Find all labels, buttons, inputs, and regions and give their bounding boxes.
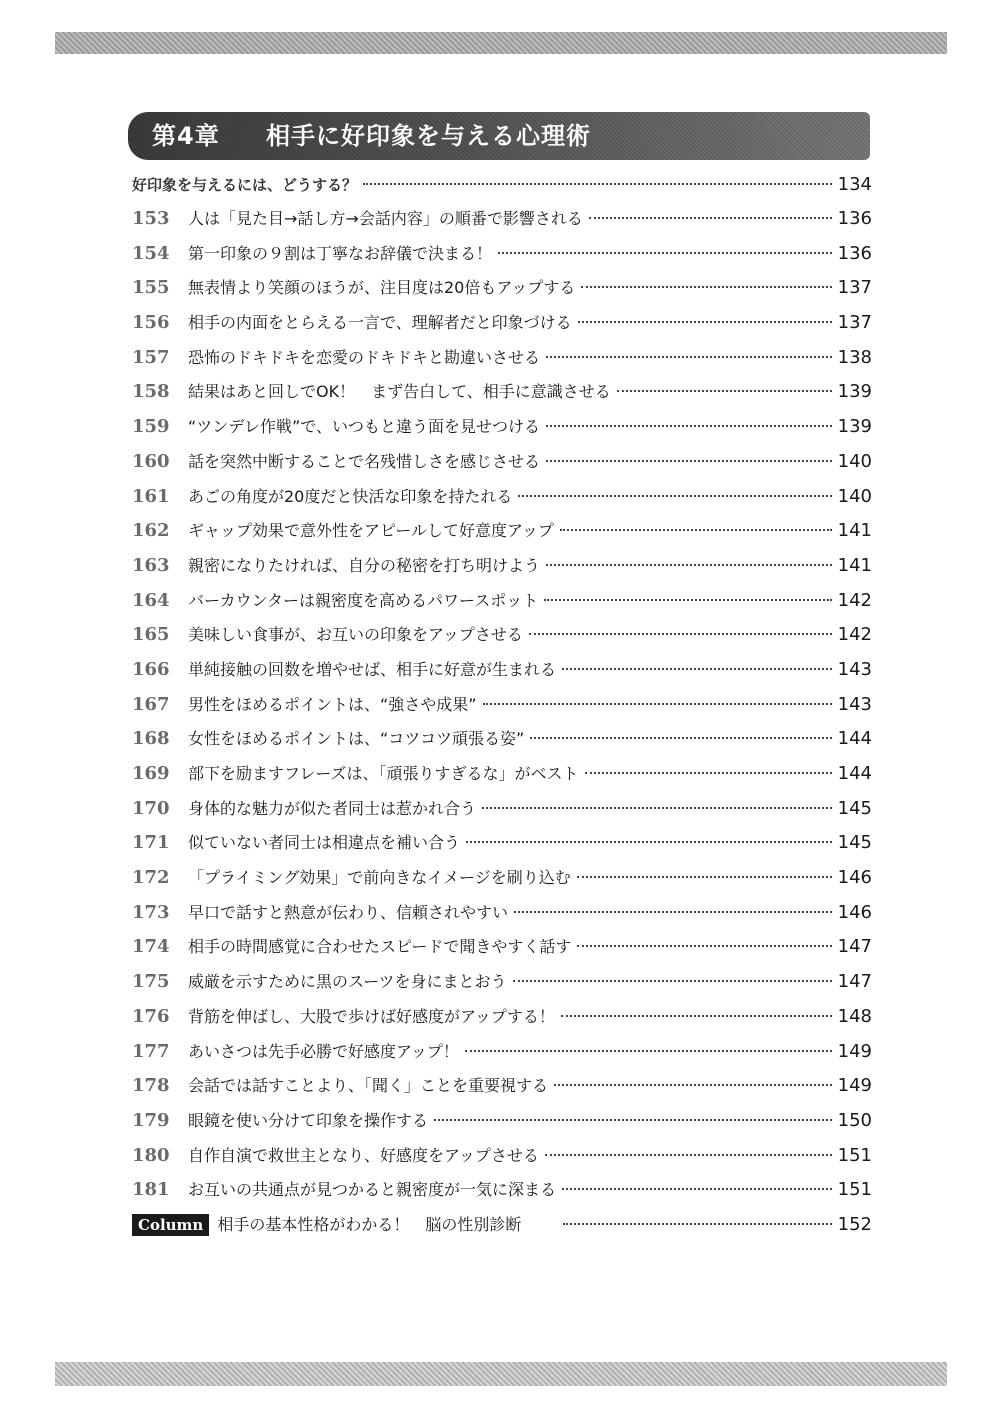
dot-leader [514, 911, 832, 913]
page-number: 136 [837, 208, 872, 229]
page-number: 137 [837, 312, 872, 334]
page-number: 134 [837, 174, 872, 195]
page-number: 144 [837, 763, 872, 784]
entry-title: 背筋を伸ばし、大股で歩けば好感度がアップする！ [188, 1006, 555, 1026]
entry-title: 相手の時間感覚に合わせたスピードで聞きやすく話す [188, 937, 572, 957]
entry-number: 164 [132, 589, 170, 611]
dot-leader [578, 321, 832, 323]
dot-leader [589, 217, 832, 219]
entry-number: 153 [132, 208, 170, 229]
toc-entry-row[interactable] [132, 271, 872, 306]
entry-title: 眼鏡を使い分けて印象を操作する [188, 1110, 429, 1130]
page-number: 151 [837, 1144, 872, 1166]
page-number: 142 [837, 624, 872, 646]
entry-number: 178 [132, 1075, 170, 1097]
page-number: 144 [837, 728, 872, 750]
entry-number: 170 [132, 797, 170, 819]
column-badge: Column [132, 1214, 209, 1236]
page-number: 141 [837, 554, 872, 576]
top-decorative-bar [55, 32, 947, 54]
page-number: 136 [837, 242, 872, 264]
entry-number: 158 [132, 381, 170, 403]
entry-title: 自作自演で救世主となり、好感度をアップさせる [188, 1145, 539, 1165]
entry-number: 157 [132, 346, 170, 368]
dot-leader [554, 1084, 832, 1086]
dot-leader [546, 356, 832, 358]
entry-number: 173 [132, 901, 170, 923]
toc-entry-row[interactable] [132, 480, 872, 515]
entry-number: 171 [132, 832, 170, 854]
page-number: 151 [837, 1179, 872, 1201]
page-number: 150 [837, 1109, 872, 1131]
dot-leader [577, 945, 831, 947]
entry-title: ギャップ効果で意外性をアピールして好意度アップ [188, 521, 554, 541]
entry-title: 人は「見た目→話し方→会話内容」の順番で影響される [188, 209, 583, 228]
toc-entry-row[interactable] [132, 445, 872, 480]
entry-number: 156 [132, 312, 170, 334]
toc-entry-row[interactable] [132, 861, 872, 896]
entry-number: 177 [132, 1040, 170, 1062]
page-number: 152 [837, 1213, 872, 1235]
entry-number: 166 [132, 658, 170, 680]
entry-number: 159 [132, 416, 170, 438]
toc-entry-row[interactable] [132, 410, 872, 445]
toc-entry-row[interactable] [132, 549, 872, 584]
chapter-banner [128, 112, 870, 160]
bottom-decorative-bar [55, 1362, 947, 1386]
dot-leader [545, 1154, 832, 1156]
table-of-contents [132, 168, 872, 1243]
page-number: 143 [837, 658, 872, 680]
entry-title: お互いの共通点が見つかると親密度が一気に深まる [188, 1180, 557, 1200]
intro-title: 好印象を与えるには、どうする？ [132, 176, 358, 194]
page-number: 142 [837, 589, 872, 611]
dot-leader [530, 737, 831, 739]
entry-title: あごの角度が20度だと快活な印象を持たれる [188, 486, 513, 506]
toc-entry-row[interactable] [132, 237, 872, 272]
toc-entry-row[interactable] [132, 792, 872, 827]
chapter-label: 第4章 [152, 122, 220, 150]
page-number: 139 [837, 381, 872, 403]
entry-number: 172 [132, 867, 170, 889]
dot-leader [562, 1188, 832, 1190]
entry-number: 175 [132, 971, 170, 993]
entry-title: “ツンデレ作戦”で、いつもと違う面を見せつける [188, 417, 540, 437]
entry-title: 相手の内面をとらえる一言で、理解者だと印象づける [188, 313, 572, 333]
entry-title: 結果はあと回しでOK！ まず告白して、相手に意識させる [188, 382, 611, 402]
entry-title: 女性をほめるポイントは、“コツコツ頑張る姿” [188, 729, 525, 749]
entry-title: 早口で話すと熱意が伝わり、信頼されやすい [188, 902, 509, 922]
toc-entry-row[interactable] [132, 965, 872, 1000]
entry-title: 威厳を示すために黒のスーツを身にまとおう [188, 972, 507, 992]
dot-leader [529, 633, 832, 635]
entry-title: 美味しい食事が、お互いの印象をアップさせる [188, 625, 523, 645]
page-number: 145 [837, 797, 872, 819]
entry-number: 167 [132, 693, 170, 715]
column-row[interactable] [132, 1208, 872, 1243]
page-number: 145 [837, 832, 872, 854]
entry-title: あいさつは先手必勝で好感度アップ！ [188, 1041, 459, 1061]
dot-leader [546, 425, 832, 427]
column-title: 相手の基本性格がわかる！ 脳の性別診断 [217, 1214, 522, 1234]
toc-entry-row[interactable] [132, 826, 872, 861]
dot-leader [585, 772, 832, 774]
entry-number: 169 [132, 763, 170, 784]
page-number: 149 [837, 1040, 872, 1062]
entry-number: 165 [132, 624, 170, 646]
toc-entry-row[interactable] [132, 896, 872, 931]
entry-title: バーカウンターは親密度を高めるパワースポット [188, 590, 539, 610]
entry-title: 恐怖のドキドキを恋愛のドキドキと勘違いさせる [188, 347, 541, 367]
entry-title: 身体的な魅力が似た者同士は惹かれ合う [188, 798, 477, 818]
entry-title: 話を突然中断することで名残惜しさを感じさせる [188, 451, 541, 471]
dot-leader [482, 807, 832, 809]
toc-entry-row[interactable] [132, 514, 872, 549]
dot-leader [483, 703, 832, 705]
toc-entry-row[interactable] [132, 375, 872, 410]
dot-leader [560, 529, 832, 531]
entry-number: 155 [132, 277, 170, 299]
toc-entry-row[interactable] [132, 722, 872, 757]
entry-number: 181 [132, 1179, 170, 1201]
page-number: 149 [837, 1075, 872, 1097]
toc-entry-row[interactable] [132, 341, 872, 376]
page-number: 138 [837, 346, 872, 368]
dot-leader [513, 980, 832, 982]
entry-title: 似ていない者同士は相違点を補い合う [188, 833, 461, 853]
dot-leader [434, 1119, 832, 1121]
dot-leader [563, 1223, 831, 1225]
entry-number: 179 [132, 1109, 170, 1131]
dot-leader [562, 668, 832, 670]
dot-leader [518, 495, 831, 497]
dot-leader [561, 1015, 832, 1017]
entry-title: 会話では話すことより、「聞く」ことを重要視する [188, 1076, 549, 1096]
toc-entry-row[interactable] [132, 202, 872, 237]
page-number: 147 [837, 971, 872, 993]
toc-intro-row[interactable] [132, 168, 872, 202]
entry-title: 第一印象の９割は丁寧なお辞儀で決まる！ [188, 243, 493, 263]
page-number: 141 [837, 520, 872, 542]
page-number: 146 [837, 867, 872, 889]
toc-entry-row[interactable] [132, 1035, 872, 1070]
toc-entry-row[interactable] [132, 688, 872, 723]
entry-number: 176 [132, 1005, 170, 1027]
page-number: 139 [837, 416, 872, 438]
entry-number: 162 [132, 520, 170, 542]
dot-leader [581, 286, 831, 288]
toc-entry-row[interactable] [132, 653, 872, 688]
toc-entry-row[interactable] [132, 306, 872, 341]
page-number: 137 [837, 277, 872, 299]
entry-title: 部下を励ますフレーズは、「頑張りすぎるな」がベスト [188, 764, 579, 783]
toc-entry-row[interactable] [132, 618, 872, 653]
dot-leader [544, 599, 831, 601]
dot-leader [498, 252, 832, 254]
page-number: 143 [837, 693, 872, 715]
dot-leader [617, 390, 832, 392]
dot-leader [546, 460, 832, 462]
dot-leader [465, 1050, 832, 1052]
entry-number: 154 [132, 242, 170, 264]
toc-entry-row[interactable] [132, 930, 872, 965]
dot-leader [546, 564, 832, 566]
entry-list [132, 202, 872, 1208]
entry-title: 男性をほめるポイントは、“強さや成果” [188, 694, 477, 714]
entry-number: 180 [132, 1144, 170, 1166]
toc-entry-row[interactable] [132, 1104, 872, 1139]
entry-number: 174 [132, 936, 170, 958]
toc-entry-row[interactable] [132, 757, 872, 792]
toc-entry-row[interactable] [132, 1000, 872, 1035]
dot-leader [363, 183, 832, 185]
dot-leader [577, 876, 832, 878]
toc-entry-row[interactable] [132, 1139, 872, 1174]
dot-leader [466, 841, 832, 843]
toc-entry-row[interactable] [132, 584, 872, 619]
entry-title: 単純接触の回数を増やせば、相手に好意が生まれる [188, 659, 557, 679]
entry-number: 168 [132, 728, 170, 750]
entry-number: 163 [132, 554, 170, 576]
toc-entry-row[interactable] [132, 1173, 872, 1208]
page-number: 146 [837, 901, 872, 923]
page-number: 147 [837, 936, 872, 958]
page-number: 140 [837, 485, 872, 507]
entry-title: 親密になりたければ、自分の秘密を打ち明けよう [188, 555, 541, 575]
page-number: 148 [837, 1005, 872, 1027]
entry-title: 「プライミング効果」で前向きなイメージを刷り込む [188, 868, 571, 888]
entry-title: 無表情より笑顔のほうが、注目度は20倍もアップする [188, 278, 576, 298]
chapter-title: 相手に好印象を与える心理術 [266, 122, 591, 150]
page-number: 140 [837, 450, 872, 472]
entry-number: 161 [132, 485, 170, 507]
toc-entry-row[interactable] [132, 1069, 872, 1104]
entry-number: 160 [132, 450, 170, 472]
